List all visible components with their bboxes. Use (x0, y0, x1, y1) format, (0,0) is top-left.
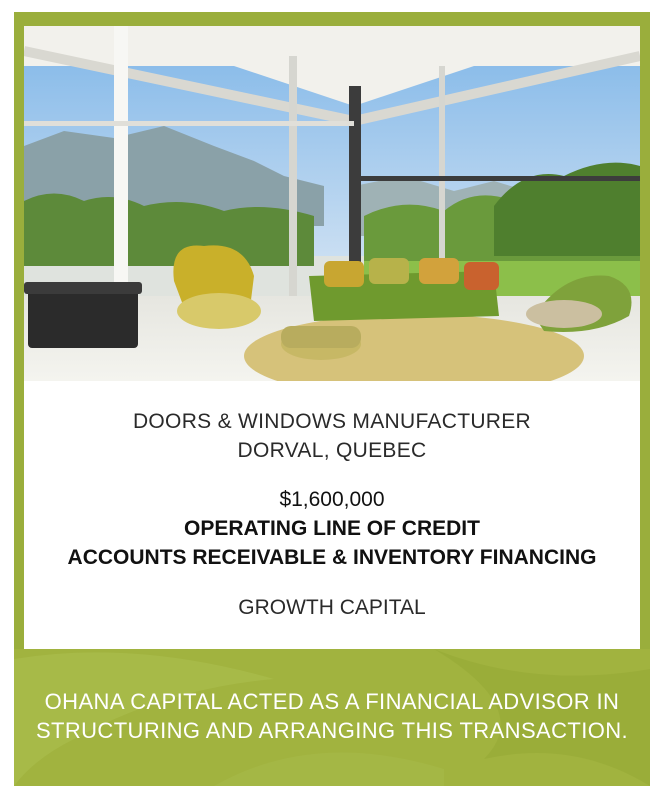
amount-text: $1,600,000 (279, 488, 385, 511)
living-room-photo (24, 26, 640, 381)
advisor-statement (14, 687, 650, 745)
transaction-details (24, 381, 640, 649)
living-room-illustration (24, 26, 640, 381)
advisor-statement-line-2: STRUCTURING AND ARRANGING THIS TRANSACTION. (35, 718, 629, 743)
advisor-statement-line-1: OHANA CAPITAL ACTED AS A FINANCIAL ADVISOR IN (44, 689, 620, 714)
location-text: DORVAL, QUEBEC (237, 439, 427, 462)
transaction-card (14, 12, 650, 786)
product-line-1: OPERATING LINE OF CREDIT (184, 517, 480, 540)
capital-type-text: GROWTH CAPITAL (238, 596, 426, 619)
product-line-2: ACCOUNTS RECEIVABLE & INVENTORY FINANCING (67, 546, 597, 569)
industry-text: DOORS & WINDOWS MANUFACTURER (132, 410, 532, 433)
advisor-footer (14, 649, 650, 786)
